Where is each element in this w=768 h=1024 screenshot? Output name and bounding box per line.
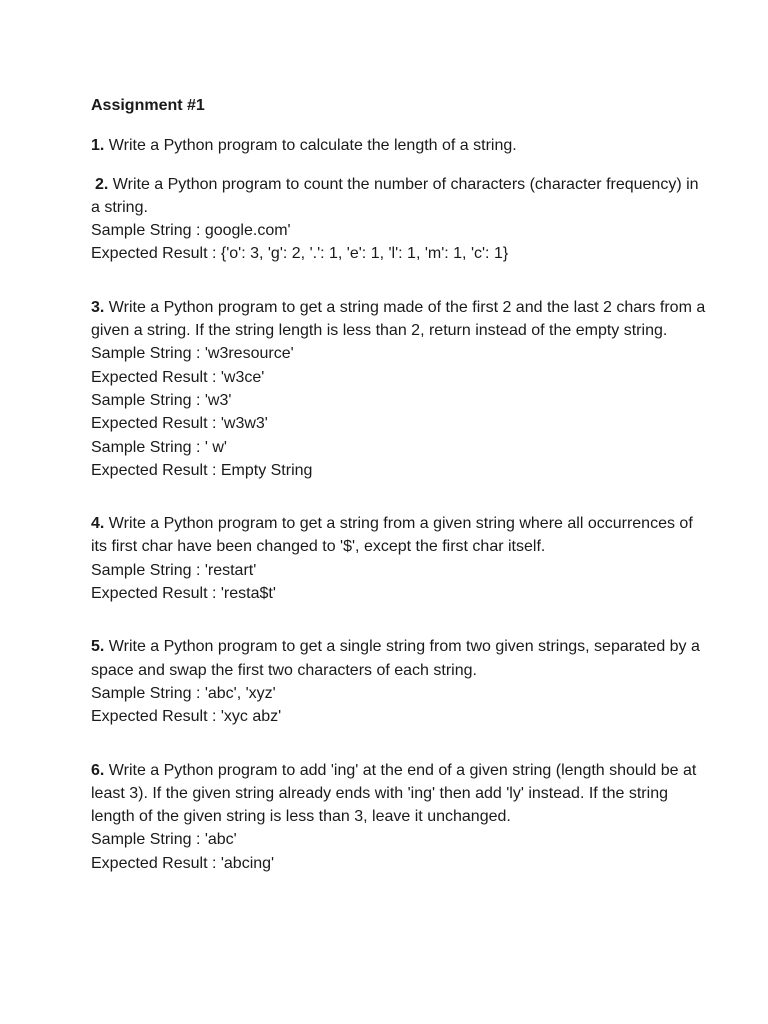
question-4: [91, 512, 708, 605]
question-1-number: 1.: [91, 137, 105, 155]
question-2-expected-result: Expected Result : {'o': 3, 'g': 2, '.': 1, 'e': 1, 'l': 1, 'm': 1, 'c': 1}: [91, 245, 509, 263]
question-5-number: 5.: [91, 638, 105, 656]
question-6-sample-string: Sample String : 'abc': [91, 831, 237, 849]
question-2-prompt: [91, 173, 708, 220]
question-5-prompt: [91, 635, 708, 682]
question-1-text: Write a Python program to calculate the length of a string.: [108, 137, 517, 155]
question-2: [91, 173, 708, 266]
question-1-prompt: [91, 134, 708, 157]
question-2-sample-string: Sample String : google.com': [91, 222, 291, 240]
question-5-text: Write a Python program to get a single string from two given strings, separated by a space and swap the first two characters of each string.: [91, 638, 700, 679]
question-3-sample-string-1: Sample String : 'w3resource': [91, 345, 294, 363]
question-3: [91, 296, 708, 482]
question-6-prompt: [91, 759, 708, 829]
question-4-expected-result: Expected Result : 'resta$t': [91, 585, 276, 603]
question-5-sample-string: Sample String : 'abc', 'xyz': [91, 684, 276, 702]
question-3-number: 3.: [91, 298, 105, 316]
question-4-text: Write a Python program to get a string from a given string where all occurrences of its first char have been changed to '$', except the first char itself.: [91, 515, 693, 556]
question-3-sample-string-3: Sample String : ' w': [91, 438, 227, 456]
question-1: [91, 134, 708, 157]
question-5: [91, 635, 708, 728]
question-3-prompt: [91, 296, 708, 343]
question-6-text: Write a Python program to add 'ing' at the end of a given string (length should be at least 3). If the given string already ends with 'ing' then add 'ly' instead. If the string length of the given string is less than 3, leave it unchanged.: [91, 761, 697, 826]
question-6-expected-result: Expected Result : 'abcing': [91, 854, 275, 872]
question-2-text: Write a Python program to count the number of characters (character frequency) in a string.: [91, 175, 699, 216]
question-6: [91, 759, 708, 875]
question-3-expected-result-3: Expected Result : Empty String: [91, 461, 313, 479]
question-3-text: Write a Python program to get a string made of the first 2 and the last 2 chars from a given a string. If the string length is less than 2, return instead of the empty string.: [91, 298, 706, 340]
document-title: Assignment #1: [91, 97, 205, 114]
question-6-number: 6.: [91, 761, 105, 779]
question-2-number: 2.: [95, 175, 109, 193]
question-4-number: 4.: [91, 515, 105, 533]
question-3-expected-result-1: Expected Result : 'w3ce': [91, 368, 265, 386]
question-4-sample-string: Sample String : 'restart': [91, 561, 257, 579]
question-4-prompt: [91, 512, 708, 559]
question-3-expected-result-2: Expected Result : 'w3w3': [91, 415, 268, 433]
question-3-sample-string-2: Sample String : 'w3': [91, 391, 232, 409]
question-5-expected-result: Expected Result : 'xyc abz': [91, 708, 282, 726]
